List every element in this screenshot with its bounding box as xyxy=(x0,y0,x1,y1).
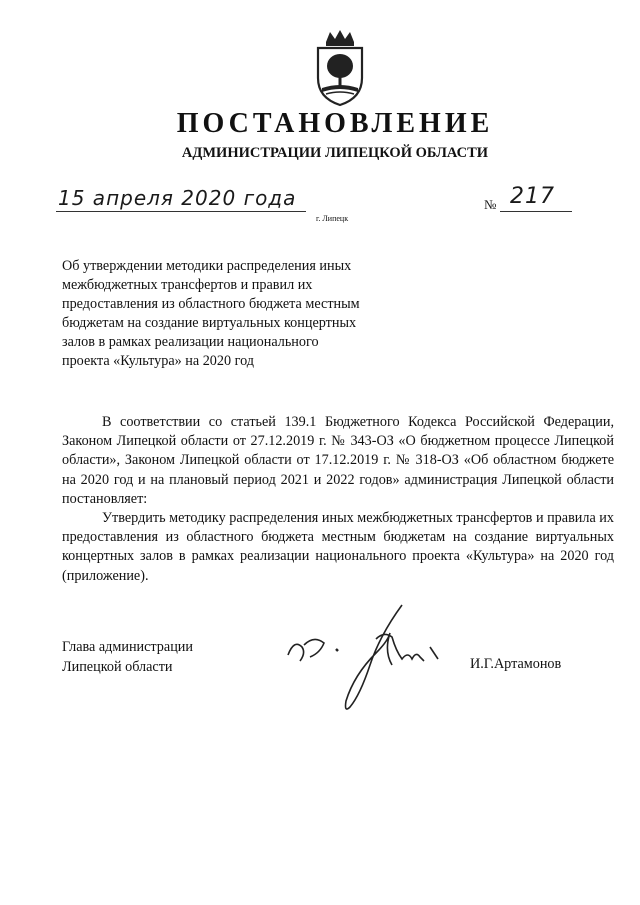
signatory-name: И.Г.Артамонов xyxy=(470,656,562,672)
subject-line: залов в рамках реализации национального xyxy=(62,334,319,350)
coat-of-arms-emblem xyxy=(308,28,372,108)
date-underline xyxy=(56,211,306,212)
body-paragraph-resolution: Утвердить методику распределения иных межбюджетных трансфертов и правила их предоставления из областного бюджета местным бюджетам на создание виртуальных концертных залов в рамках реализации национального проекта «Культура» на 2020 год (приложение). xyxy=(62,510,614,584)
handwritten-number: 217 xyxy=(510,184,555,209)
issuing-authority: АДМИНИСТРАЦИИ ЛИПЕЦКОЙ ОБЛАСТИ xyxy=(181,145,489,161)
subject-line: проекта «Культура» на 2020 год xyxy=(62,353,255,369)
document-subject xyxy=(62,257,392,371)
subject-line: бюджетам на создание виртуальных концертных xyxy=(62,315,357,331)
number-underline xyxy=(500,211,572,212)
document-title: ПОСТАНОВЛЕНИЕ xyxy=(176,108,494,139)
handwritten-date: 15 апреля 2020 года xyxy=(58,186,297,210)
position-line: Липецкой области xyxy=(62,659,173,675)
number-label: № xyxy=(484,197,497,212)
body-paragraph-legal-basis: В соответствии со статьей 139.1 Бюджетного Кодекса Российской Федерации, Законом Липецкой области от 27.12.2019 г. № 343-ОЗ «О бюджетном процессе Липецкой области», Законом Липецкой области от 17.12.2019 г. № 318-ОЗ «Об областном бюджете на 2020 год и на плановый период 2021 и 2022 годов» администрация Липецкой области постановляет: xyxy=(62,414,614,507)
subject-line: предоставления из областного бюджета местным xyxy=(62,296,360,312)
subject-line: Об утверждении методики распределения иных xyxy=(62,258,352,274)
position-line: Глава администрации xyxy=(62,639,193,655)
city-label: г. Липецк xyxy=(316,214,349,223)
subject-line: межбюджетных трансфертов и правил их xyxy=(62,277,313,293)
document-body xyxy=(62,413,614,586)
signatory-position xyxy=(62,637,193,677)
handwritten-signature xyxy=(280,595,450,715)
